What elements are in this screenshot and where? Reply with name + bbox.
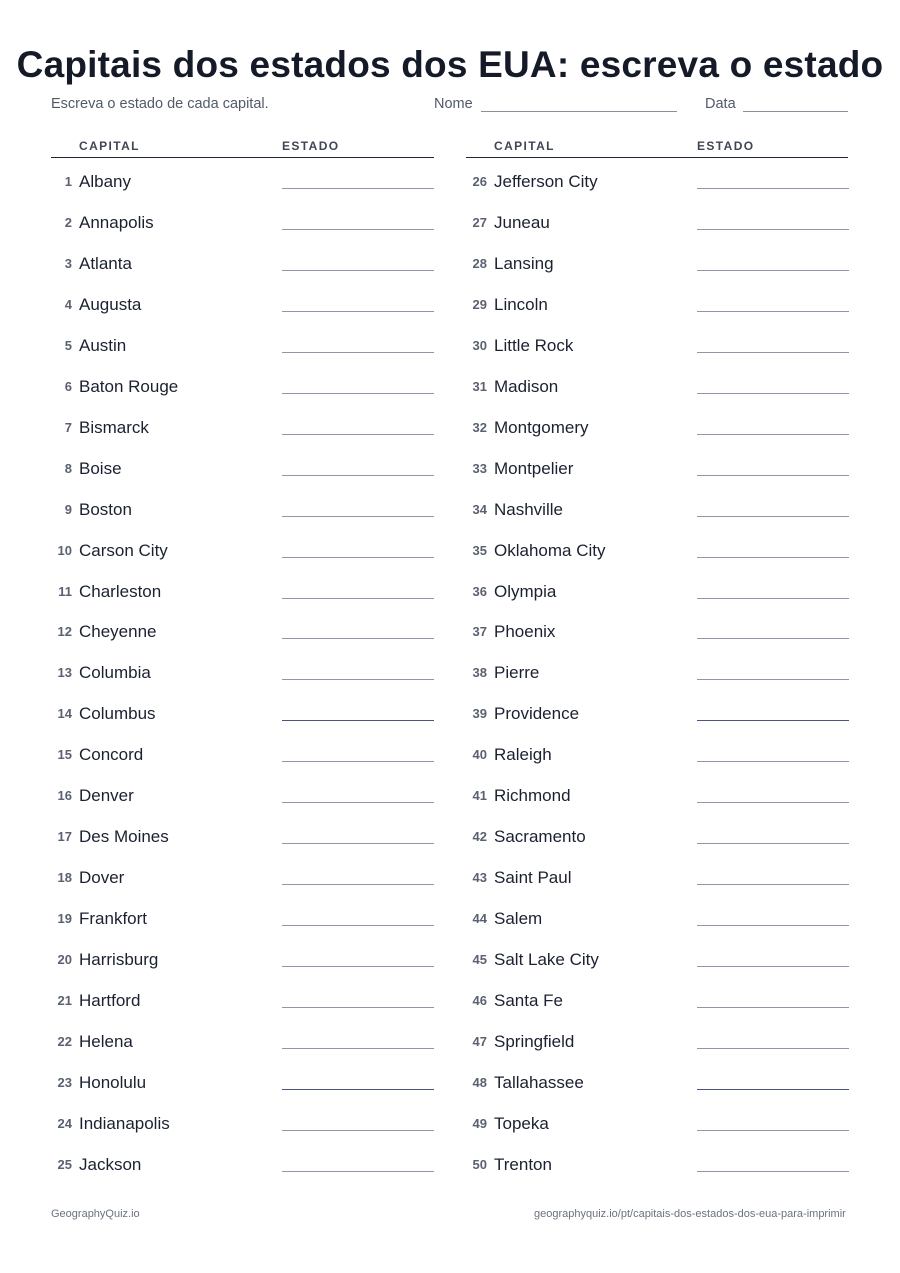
capital-name: Tallahassee <box>494 1073 584 1092</box>
state-answer-line[interactable] <box>697 516 849 517</box>
header-divider <box>466 157 848 158</box>
item-number: 40 <box>472 747 487 762</box>
state-answer-line[interactable] <box>697 270 849 271</box>
capital-name: Raleigh <box>494 745 552 764</box>
list-item <box>0 458 900 499</box>
capital-name: Olympia <box>494 582 557 601</box>
item-number: 36 <box>472 584 487 599</box>
capital-name: Providence <box>494 704 580 723</box>
capital-name: Richmond <box>494 786 571 805</box>
list-item <box>0 908 900 949</box>
item-number: 34 <box>472 502 487 517</box>
item-number: 2 <box>64 215 72 230</box>
capital-name: Atlanta <box>79 254 132 273</box>
item-number: 39 <box>472 706 487 721</box>
state-answer-line[interactable] <box>697 679 849 680</box>
item-number: 3 <box>64 256 72 271</box>
state-answer-line[interactable] <box>697 884 849 885</box>
item-number: 50 <box>472 1157 487 1172</box>
list-item <box>0 949 900 990</box>
capital-name: Montgomery <box>494 418 589 437</box>
item-number: 45 <box>472 952 487 967</box>
item-number: 24 <box>57 1116 72 1131</box>
name-field[interactable] <box>481 111 677 112</box>
item-number: 46 <box>472 993 487 1008</box>
list-item <box>0 744 900 785</box>
capital-name: Juneau <box>494 213 550 232</box>
state-answer-line[interactable] <box>697 188 849 189</box>
item-number: 49 <box>472 1116 487 1131</box>
capital-name: Springfield <box>494 1032 575 1051</box>
state-answer-line[interactable] <box>697 1048 849 1049</box>
capital-name: Charleston <box>79 582 162 601</box>
state-answer-line[interactable] <box>697 802 849 803</box>
state-answer-line[interactable] <box>697 1089 849 1090</box>
capital-name: Salt Lake City <box>494 950 599 969</box>
item-number: 30 <box>472 338 487 353</box>
item-number: 37 <box>472 624 487 639</box>
capital-name: Boston <box>79 500 132 519</box>
capital-name: Phoenix <box>494 622 556 641</box>
capital-name: Montpelier <box>494 459 574 478</box>
item-number: 42 <box>472 829 487 844</box>
item-number: 14 <box>57 706 72 721</box>
capital-name: Augusta <box>79 295 142 314</box>
capital-name: Dover <box>79 868 125 887</box>
capital-name: Baton Rouge <box>79 377 179 396</box>
page-title: Capitais dos estados dos EUA: escreva o estado <box>16 44 884 85</box>
list-item <box>0 990 900 1031</box>
item-number: 8 <box>64 461 72 476</box>
state-answer-line[interactable] <box>697 638 849 639</box>
capital-name: Denver <box>79 786 134 805</box>
list-item <box>0 1113 900 1154</box>
state-answer-line[interactable] <box>697 761 849 762</box>
capital-name: Madison <box>494 377 559 396</box>
item-number: 21 <box>57 993 72 1008</box>
list-item <box>0 417 900 458</box>
list-item <box>0 1154 900 1195</box>
item-number: 27 <box>472 215 487 230</box>
capital-name: Nashville <box>494 500 563 519</box>
capital-name: Santa Fe <box>494 991 563 1010</box>
capital-name: Cheyenne <box>79 622 157 641</box>
item-number: 12 <box>57 624 72 639</box>
item-number: 22 <box>57 1034 72 1049</box>
list-item <box>0 335 900 376</box>
item-number: 25 <box>57 1157 72 1172</box>
capital-name: Saint Paul <box>494 868 572 887</box>
capital-name: Oklahoma City <box>494 541 606 560</box>
capital-name: Columbia <box>79 663 151 682</box>
capital-name: Jackson <box>79 1155 142 1174</box>
list-item <box>0 499 900 540</box>
date-label: Data <box>705 96 736 112</box>
item-number: 35 <box>472 543 487 558</box>
list-item <box>0 1031 900 1072</box>
capital-name: Jefferson City <box>494 172 598 191</box>
column-header-state: ESTADO <box>282 139 340 153</box>
item-number: 26 <box>472 174 487 189</box>
state-answer-line[interactable] <box>697 352 849 353</box>
capital-name: Annapolis <box>79 213 154 232</box>
capital-name: Boise <box>79 459 122 478</box>
capital-name: Lansing <box>494 254 554 273</box>
item-number: 7 <box>64 420 72 435</box>
item-number: 18 <box>57 870 72 885</box>
item-number: 43 <box>472 870 487 885</box>
state-answer-line[interactable] <box>697 393 849 394</box>
item-number: 32 <box>472 420 487 435</box>
list-item <box>0 826 900 867</box>
header-divider <box>51 157 434 158</box>
item-number: 33 <box>472 461 487 476</box>
column-header-capital: CAPITAL <box>79 139 140 153</box>
state-answer-line[interactable] <box>697 1171 849 1172</box>
instructions: Escreva o estado de cada capital. <box>51 96 269 112</box>
list-item <box>0 376 900 417</box>
state-answer-line[interactable] <box>697 925 849 926</box>
capital-name: Austin <box>79 336 127 355</box>
list-item <box>0 621 900 662</box>
capital-name: Carson City <box>79 541 168 560</box>
state-answer-line[interactable] <box>697 1007 849 1008</box>
capital-name: Little Rock <box>494 336 574 355</box>
capital-name: Hartford <box>79 991 141 1010</box>
state-answer-line[interactable] <box>697 1130 849 1131</box>
capital-name: Topeka <box>494 1114 549 1133</box>
name-label: Nome <box>434 96 473 112</box>
column-header-capital: CAPITAL <box>494 139 555 153</box>
state-answer-line[interactable] <box>697 598 849 599</box>
capital-name: Pierre <box>494 663 540 682</box>
capital-name: Des Moines <box>79 827 169 846</box>
list-item <box>0 540 900 581</box>
state-answer-line[interactable] <box>697 966 849 967</box>
state-answer-line[interactable] <box>697 311 849 312</box>
item-number: 6 <box>64 379 72 394</box>
item-number: 41 <box>472 788 487 803</box>
item-number: 5 <box>64 338 72 353</box>
capital-name: Harrisburg <box>79 950 159 969</box>
item-number: 28 <box>472 256 487 271</box>
state-answer-line[interactable] <box>697 843 849 844</box>
item-number: 20 <box>57 952 72 967</box>
item-number: 47 <box>472 1034 487 1049</box>
item-number: 1 <box>64 174 72 189</box>
list-item <box>0 867 900 908</box>
item-number: 38 <box>472 665 487 680</box>
capital-name: Sacramento <box>494 827 586 846</box>
list-item <box>0 171 900 212</box>
item-number: 11 <box>58 584 72 599</box>
item-number: 23 <box>57 1075 72 1090</box>
list-item <box>0 785 900 826</box>
footer-url: geographyquiz.io/pt/capitais-dos-estados-dos-eua-para-imprimir <box>534 1208 846 1220</box>
date-field[interactable] <box>743 111 848 112</box>
item-number: 9 <box>64 502 72 517</box>
state-answer-line[interactable] <box>697 557 849 558</box>
list-item <box>0 662 900 703</box>
item-number: 44 <box>472 911 487 926</box>
capital-name: Bismarck <box>79 418 149 437</box>
capital-name: Columbus <box>79 704 156 723</box>
capital-name: Honolulu <box>79 1073 147 1092</box>
capital-name: Lincoln <box>494 295 548 314</box>
item-number: 31 <box>472 379 487 394</box>
item-number: 48 <box>472 1075 487 1090</box>
item-number: 10 <box>57 543 72 558</box>
column-header-state: ESTADO <box>697 139 755 153</box>
capital-name: Concord <box>79 745 144 764</box>
item-number: 13 <box>57 665 72 680</box>
list-item <box>0 253 900 294</box>
list-item <box>0 212 900 253</box>
state-answer-line[interactable] <box>697 475 849 476</box>
list-item <box>0 294 900 335</box>
list-item <box>0 703 900 744</box>
footer-brand: GeographyQuiz.io <box>51 1208 140 1220</box>
item-number: 15 <box>57 747 72 762</box>
item-number: 19 <box>57 911 72 926</box>
item-number: 17 <box>57 829 72 844</box>
capital-name: Helena <box>79 1032 133 1051</box>
capital-name: Indianapolis <box>79 1114 170 1133</box>
capital-name: Albany <box>79 172 131 191</box>
state-answer-line[interactable] <box>697 229 849 230</box>
capital-name: Frankfort <box>79 909 148 928</box>
capital-name: Trenton <box>494 1155 552 1174</box>
list-item <box>0 1072 900 1113</box>
capital-name: Salem <box>494 909 543 928</box>
list-item <box>0 581 900 622</box>
item-number: 4 <box>64 297 72 312</box>
state-answer-line[interactable] <box>697 720 849 721</box>
item-number: 29 <box>472 297 487 312</box>
state-answer-line[interactable] <box>697 434 849 435</box>
item-number: 16 <box>57 788 72 803</box>
